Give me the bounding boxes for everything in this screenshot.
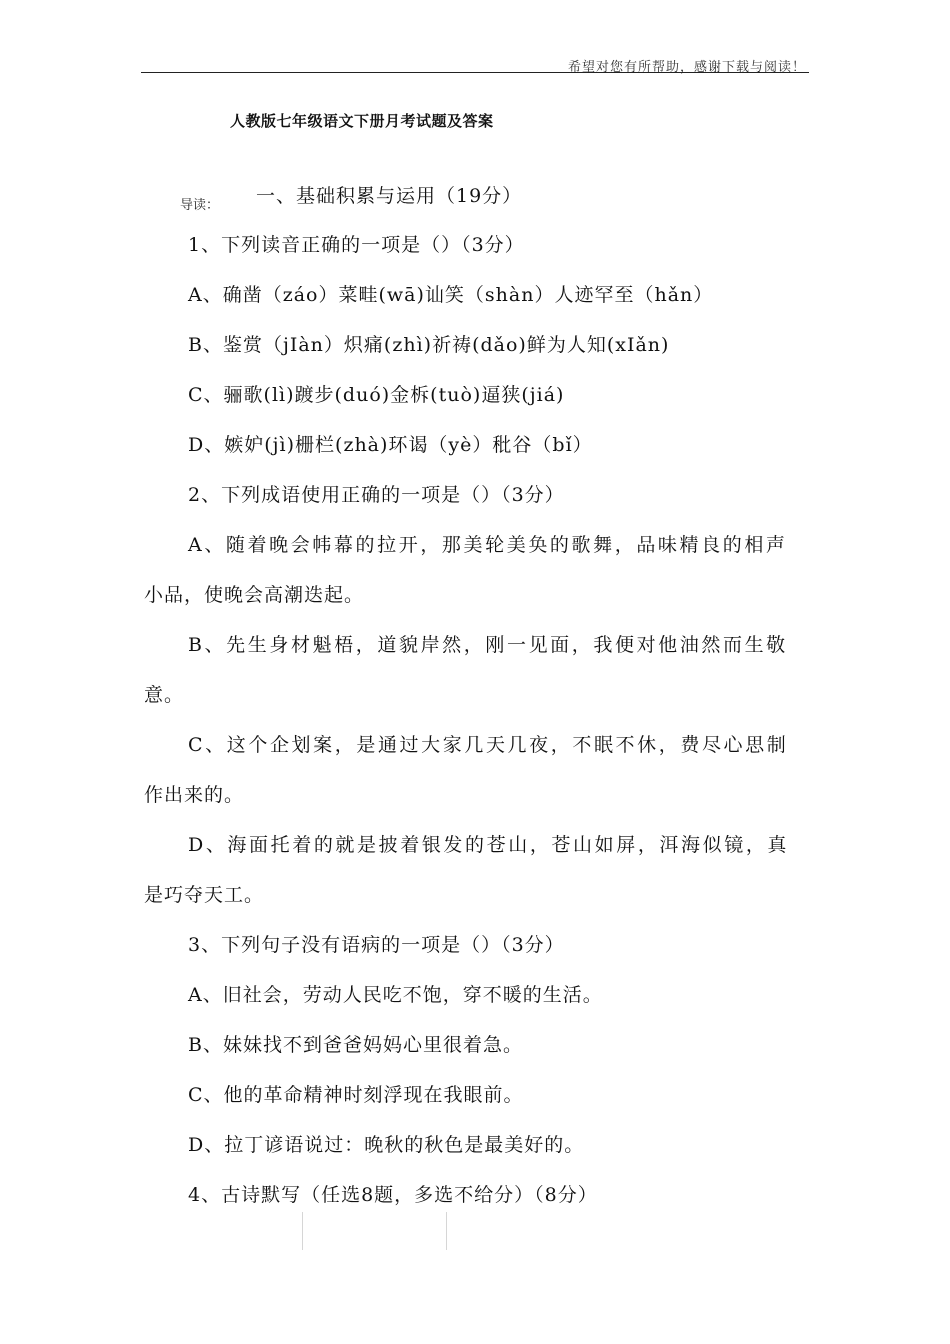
- q3-option-d: D、拉丁谚语说过：晚秋的秋色是最美好的。: [188, 1134, 585, 1156]
- q2-option-c-cont: 作出来的。: [144, 784, 245, 806]
- q2-option-d: D、海面托着的就是披着银发的苍山，苍山如屏，洱海似镜，真: [188, 834, 790, 856]
- q2-stem: 2、下列成语使用正确的一项是（）（3分）: [188, 484, 565, 506]
- header-rule: [141, 72, 809, 73]
- q3-option-a: A、旧社会，劳动人民吃不饱，穿不暖的生活。: [188, 984, 603, 1006]
- header-note: 希望对您有所帮助，感谢下载与阅读！: [567, 60, 806, 75]
- q3-stem: 3、下列句子没有语病的一项是（）（3分）: [188, 934, 565, 956]
- q2-option-c: C、这个企划案，是通过大家几天几夜，不眠不休，费尽心思制: [188, 734, 789, 756]
- q1-option-c: C、骊歌(lì)踱步(duó)金柝(tuò)逼狭(jiá): [188, 384, 565, 406]
- q2-option-d-cont: 是巧夺天工。: [144, 884, 265, 906]
- q1-option-b: B、鉴赏（jIàn）炽痛(zhì)祈祷(dǎo)鲜为人知(xIǎn): [188, 334, 670, 356]
- q1-option-d: D、嫉妒(jì)栅栏(zhà)环谒（yè）秕谷（bǐ）: [188, 434, 593, 456]
- guide-label: 导读：: [180, 198, 220, 213]
- q2-option-a: A、随着晚会帏幕的拉开，那美轮美奂的歌舞，品味精良的相声: [188, 534, 788, 556]
- document-title: 人教版七年级语文下册月考试题及答案: [230, 112, 494, 130]
- q1-option-a: A、确凿（záo）菜畦(wā)讪笑（shàn）人迹罕至（hǎn）: [188, 284, 714, 306]
- section-heading: 一、基础积累与运用（19分）: [256, 185, 523, 207]
- table-border-left: [302, 1212, 303, 1250]
- q1-stem: 1、下列读音正确的一项是（）（3分）: [188, 234, 525, 256]
- q3-option-c: C、他的革命精神时刻浮现在我眼前。: [188, 1084, 524, 1106]
- table-border-right: [446, 1212, 447, 1250]
- q4-stem: 4、古诗默写（任选8题，多选不给分）（8分）: [188, 1184, 598, 1206]
- q3-option-b: B、妹妹找不到爸爸妈妈心里很着急。: [188, 1034, 523, 1056]
- q2-option-b-cont: 意。: [144, 684, 185, 706]
- q2-option-a-cont: 小品，使晚会高潮迭起。: [144, 584, 365, 606]
- q2-option-b: B、先生身材魁梧，道貌岸然，刚一见面，我便对他油然而生敬: [188, 634, 788, 656]
